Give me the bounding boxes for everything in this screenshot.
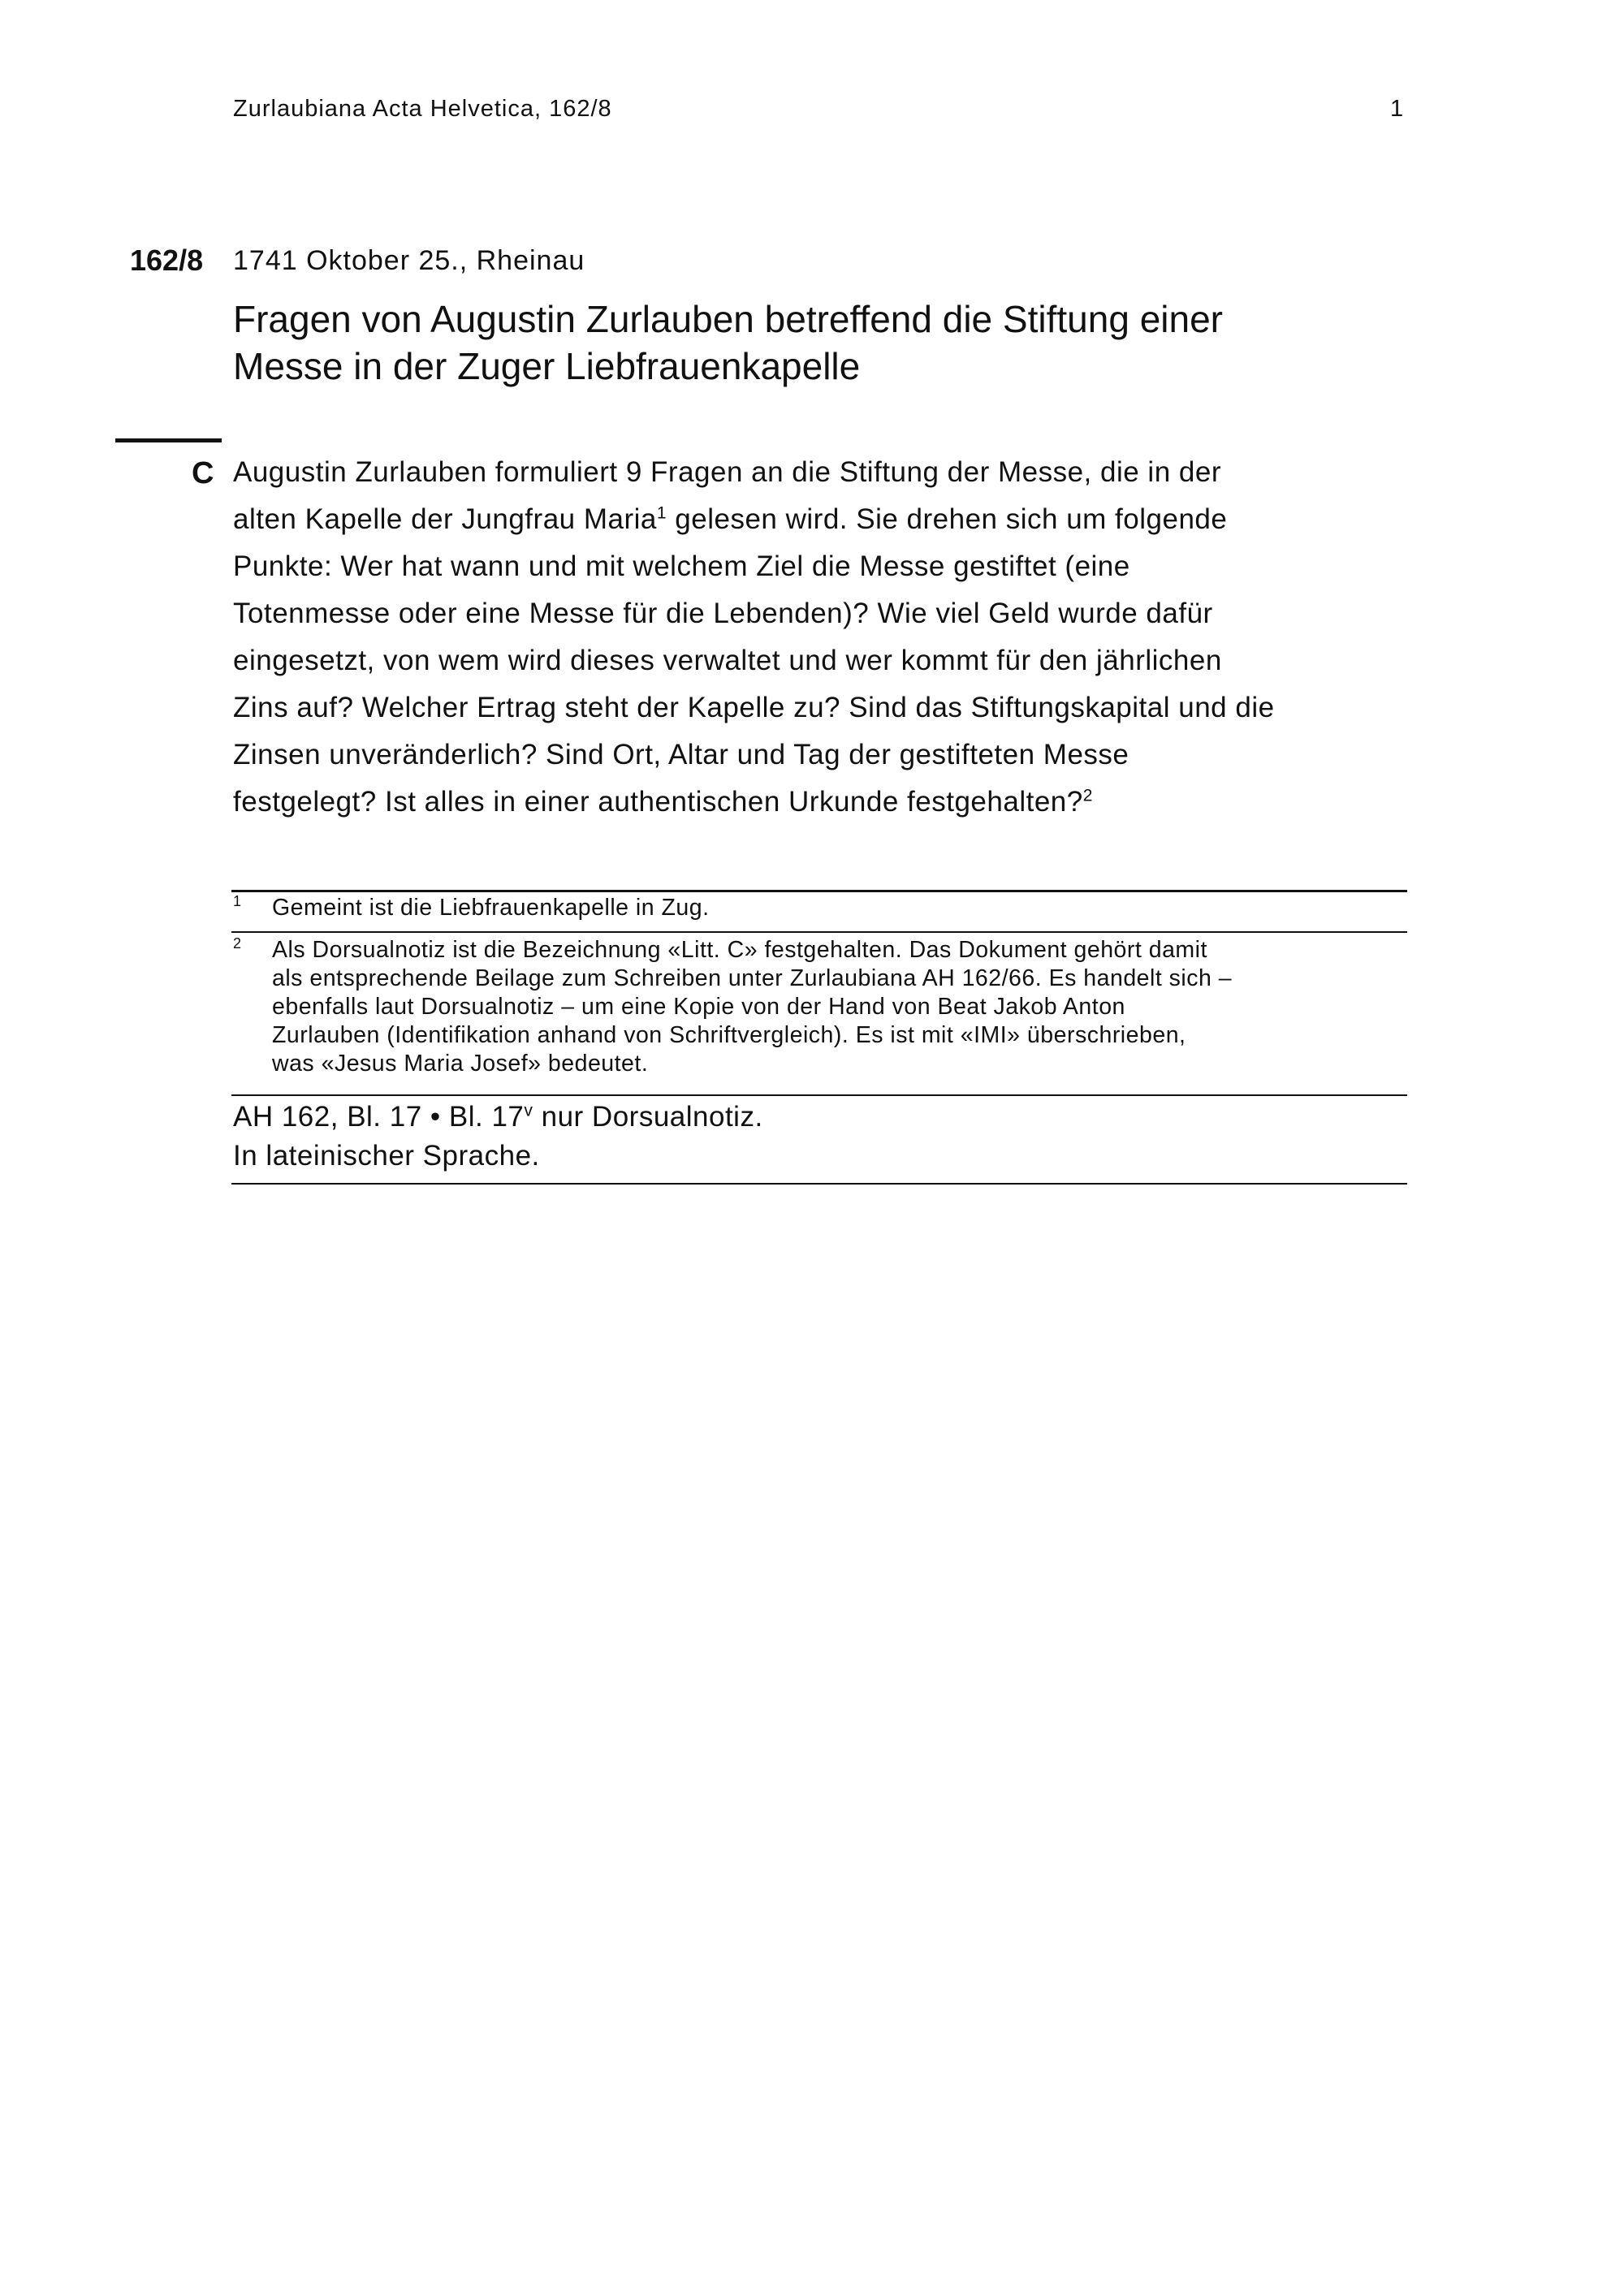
verso-mark: v	[524, 1101, 533, 1120]
entry-date-place: 1741 Oktober 25., Rheinau	[233, 245, 585, 276]
body-line: Augustin Zurlauben formuliert 9 Fragen an die Stiftung der Messe, die in der	[233, 456, 1221, 488]
source-text: AH 162, Bl. 17 • Bl. 17	[233, 1101, 525, 1133]
section-rule	[115, 438, 222, 442]
body-text: festgelegt? Ist alles in einer authentischen Urkunde festgehalten?	[233, 786, 1083, 818]
footnote-text: Gemeint ist die Liebfrauenkapelle in Zug.	[272, 895, 710, 921]
body-line: Zinsen unveränderlich? Sind Ort, Altar und Tag der gestifteten Messe	[233, 739, 1129, 770]
footnote-ref[interactable]: 2	[1082, 786, 1093, 805]
body-line: Punkte: Wer hat wann und mit welchem Ziel die Messe gestiftet (eine	[233, 550, 1130, 582]
entry-number: 162/8	[130, 244, 204, 277]
footnote-text: ebenfalls laut Dorsualnotiz – um eine Kopie von der Hand von Beat Jakob Anton	[272, 994, 1125, 1020]
body-line	[233, 786, 1093, 818]
footnote-mark: 2	[233, 935, 242, 952]
body-text: alten Kapelle der Jungfrau Maria	[233, 503, 657, 535]
language-note: In lateinischer Sprache.	[233, 1140, 540, 1172]
running-title: Zurlaubiana Acta Helvetica, 162/8	[233, 96, 612, 122]
entry-title-line: Fragen von Augustin Zurlauben betreffend die Stiftung einer	[233, 298, 1223, 340]
footnote-text: Als Dorsualnotiz ist die Bezeichnung «Litt. C» festgehalten. Das Dokument gehört damit	[272, 937, 1207, 963]
footnote-text: Zurlauben (Identifikation anhand von Schriftvergleich). Es ist mit «IMI» überschrieben,	[272, 1022, 1186, 1048]
body-line: eingesetzt, von wem wird dieses verwaltet und wer kommt für den jährlichen	[233, 645, 1222, 676]
source-text: nur Dorsualnotiz.	[533, 1101, 763, 1133]
footnote-divider	[231, 931, 1407, 933]
body-line: Zins auf? Welcher Ertrag steht der Kapelle zu? Sind das Stiftungskapital und die	[233, 692, 1275, 723]
footnote-text: als entsprechende Beilage zum Schreiben unter Zurlaubiana AH 162/66. Es handelt sich –	[272, 965, 1233, 991]
body-text: gelesen wird. Sie drehen sich um folgende	[675, 503, 1228, 535]
footnote-mark: 1	[233, 893, 242, 909]
footnote-ref[interactable]: 1	[656, 503, 667, 523]
source-bottom-rule	[231, 1183, 1407, 1185]
footnote-rule	[231, 890, 1407, 892]
source-line	[233, 1101, 763, 1133]
footnote-text: was «Jesus Maria Josef» bedeutet.	[272, 1051, 649, 1077]
document-letter: C	[192, 456, 214, 490]
entry-title-line: Messe in der Zuger Liebfrauenkapelle	[233, 345, 861, 387]
page-number: 1	[1390, 96, 1405, 122]
source-rule	[231, 1094, 1407, 1096]
body-line: Totenmesse oder eine Messe für die Lebenden)? Wie viel Geld wurde dafür	[233, 598, 1213, 629]
body-line	[233, 503, 1227, 536]
